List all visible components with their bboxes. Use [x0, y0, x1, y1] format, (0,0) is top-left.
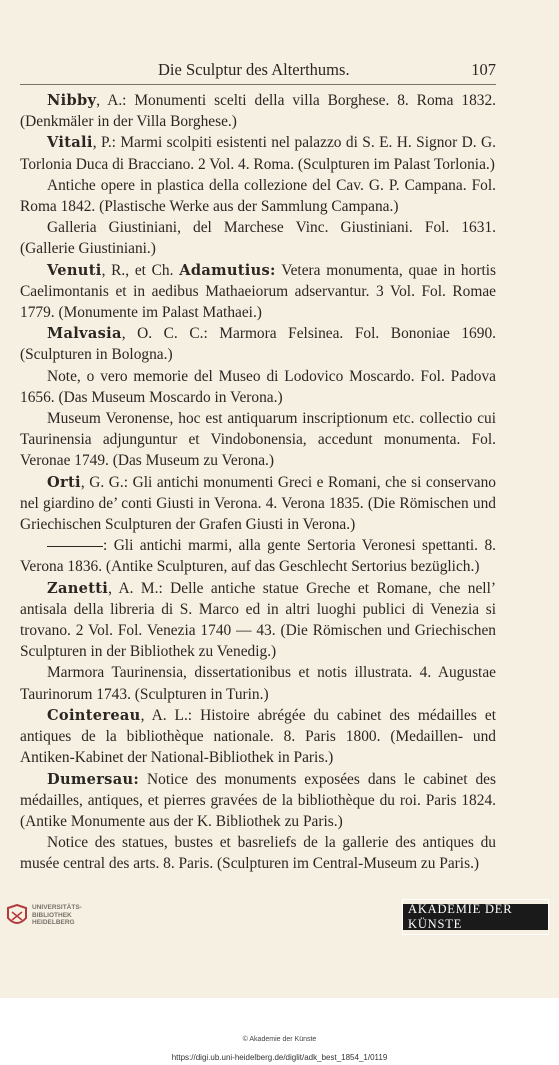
entry-text: Notice des statues, bustes et basreliefs de la gallerie des antiques du musée central des arts. 8. Paris. (Sculpturen im Central-Museum zu Paris.): [20, 834, 496, 873]
bibliography-entry: [20, 472, 496, 536]
library-logo[interactable]: [6, 900, 96, 934]
author-name: Adamutius:: [179, 261, 276, 279]
footer: [0, 902, 559, 1065]
entry-text: , R., et Ch.: [101, 261, 180, 279]
entry-text: Galleria Giustiniani, del Marchese Vinc. Giustiniani. Fol. 1631. (Gallerie Giustiniani.): [20, 219, 496, 258]
entry-text: Antiche opere in plastica della collezione del Cav. G. P. Campana. Fol. Roma 1842. (Plastische Werke aus der Sammlung Campana.): [20, 176, 496, 216]
header-rule: [20, 84, 496, 85]
author-name: Vitali: [47, 134, 93, 152]
copyright-credit: © Akademie der Künste: [242, 1036, 317, 1043]
running-header: [20, 58, 496, 82]
entry-text: Marmora Taurinensia, dissertationibus et notis illustrata. 4. Augustae Taurinorum 1743. (Sculpturen in Turin.): [20, 664, 496, 703]
author-name: Cointereau: [47, 706, 141, 724]
entry-text: , G. G.: Gli antichi monumenti Greci e Romani, che si conservano nel giardino de’ conti Giusti in Verona. 4. Verona 1835. (Die Römischen und Griechischen Sculpturen der Grafen Giusti in Verona.): [20, 473, 496, 534]
bibliography-entry: [20, 366, 496, 408]
entry-text: Note, o vero memorie del Museo di Lodovico Moscardo. Fol. Padova 1656. (Das Museum Moscardo in Verona.): [20, 367, 496, 406]
bibliography-entry: [20, 323, 496, 365]
bibliography-text: [20, 90, 496, 875]
bibliography-entry: [20, 132, 496, 174]
library-logo-text: UNIVERSITÄTS- BIBLIOTHEK HEIDELBERG: [32, 904, 82, 927]
library-logo-icon: [6, 904, 28, 930]
author-name: Venuti: [47, 261, 102, 279]
source-url[interactable]: https://digi.ub.uni-heidelberg.de/diglit/adk_best_1854_1/0119: [171, 1053, 388, 1062]
ditto-dash: [47, 546, 103, 547]
entry-text: , O. C. C.: Marmora Felsinea. Fol. Bononiae 1690. (Sculpturen in Bologna.): [20, 325, 496, 364]
author-name: Malvasia: [47, 325, 122, 343]
author-name: Dumersau:: [47, 770, 140, 788]
entry-text: , A. M.: Delle antiche statue Greche et Romane, che nell’ antisala della libreria di S. Marco ed in altri luoghi publici di Venezia si trovano. 2 Vol. Fol. Venezia 1740 — 43. (Die Römischen und Griechischen Sculpturen in der Bibliothek zu Venedig.): [20, 579, 496, 661]
entry-text: : Gli antichi marmi, alla gente Sertoria Veronesi spettanti. 8. Verona 1836. (Antike Sculpturen, auf das Geschlecht Sertorius bezüglich.): [20, 537, 496, 576]
entry-text: Museum Veronense, hoc est antiquarum inscriptionum etc. collectio cui Taurinensia adjunguntur et Vindobonensia, accedunt monumenta. Fol. Veronae 1749. (Das Museum zu Verona.): [20, 410, 496, 470]
bibliography-entry: [20, 90, 496, 132]
bibliography-entry: [20, 260, 496, 324]
author-name: Zanetti: [47, 579, 109, 597]
bibliography-entry: [20, 217, 496, 259]
bibliography-entry: [20, 662, 496, 704]
adk-badge[interactable]: [402, 904, 549, 930]
entry-text: Vetera monumenta, quae in hortis Caelimontanis et in aedibus Mathaeiorum adservantur. 3 Vol. Fol. Romae 1779. (Monumente im Palast Mathaei.): [20, 261, 496, 322]
bibliography-entry: [20, 578, 496, 663]
entry-text: , P.: Marmi scolpiti esistenti nel palazzo di S. E. H. Signor D. G. Torlonia Duca di Bracciano. 2 Vol. 4. Roma. (Sculpturen im Palast Torlonia.): [20, 134, 496, 173]
author-name: Orti: [47, 473, 81, 491]
entry-text: Notice des monuments exposées dans le cabinet des médailles, antiques, et pierres gravées de la bibliothèque du roi. Paris 1824. (Antike Monumente aus der K. Bibliothek zu Paris.): [20, 770, 496, 830]
bibliography-entry: [20, 705, 496, 769]
bibliography-entry: [20, 832, 496, 874]
entry-text: , A. L.: Histoire abrégée du cabinet des médailles et antiques de la bibliothèque nationale. 8. Paris 1800. (Medaillen- und Antiken-Kabinet der National-Bibliothek in Paris.): [20, 706, 496, 767]
bibliography-entry: [20, 408, 496, 472]
bibliography-entry: [20, 769, 496, 833]
entry-text: , A.: Monumenti scelti della villa Borghese. 8. Roma 1832. (Denkmäler in der Villa Borghese.): [20, 92, 496, 131]
header-title: Die Sculptur des Alterthums.: [158, 60, 350, 79]
page-number: 107: [471, 60, 496, 79]
bibliography-entry: [20, 535, 496, 577]
adk-badge-label: AKADEMIE DER KÜNSTE: [402, 899, 549, 935]
bibliography-entry: [20, 175, 496, 217]
author-name: Nibby: [47, 92, 97, 109]
